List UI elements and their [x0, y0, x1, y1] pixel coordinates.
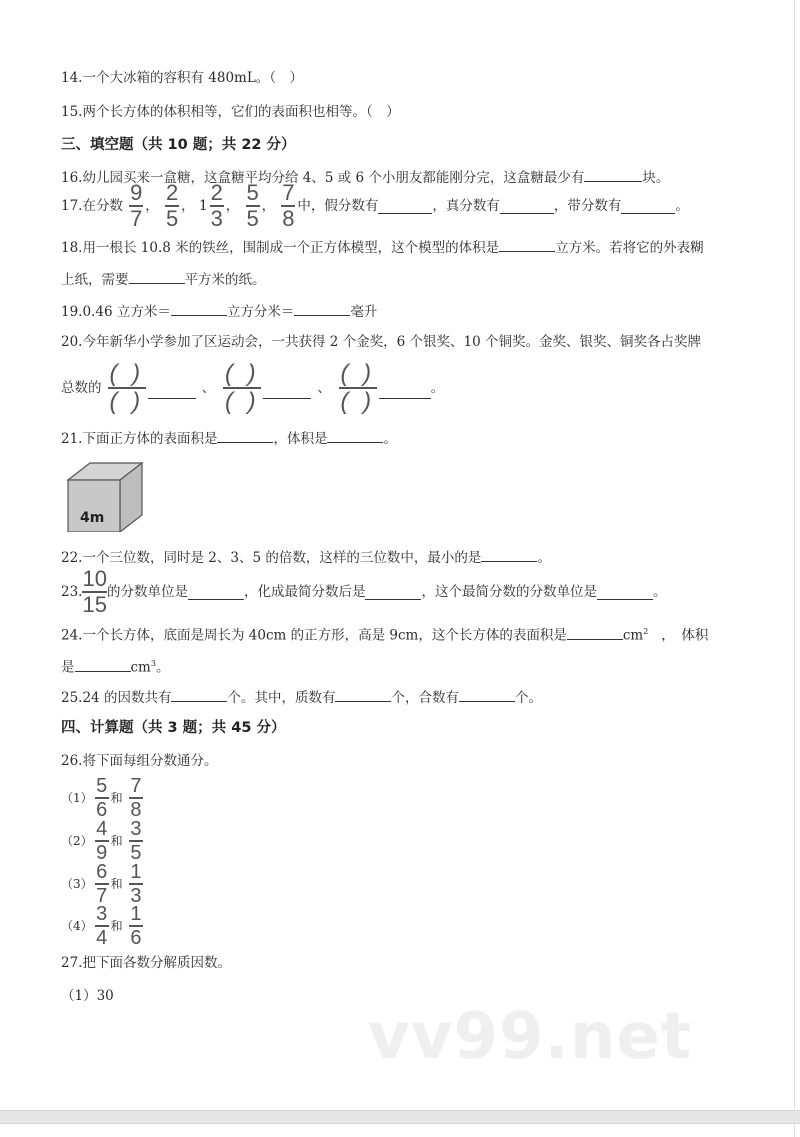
answer-blank[interactable] — [500, 199, 554, 214]
question-25: 25.24 的因数共有 个。其中，质数有 个，合数有 个。 — [61, 687, 542, 708]
question-15: 15.两个长方体的体积相等，它们的表面积也相等。（ ） — [61, 104, 400, 120]
fraction: $\frac{1}{3}$ — [130, 861, 142, 907]
fraction: $\frac{10}{15}$ — [82, 566, 107, 617]
question-26: 26.将下面每组分数通分。 — [61, 753, 218, 769]
fraction: $\frac{9}{7}$ — [130, 180, 143, 231]
empty-fraction[interactable]: ( ) ( ) — [109, 360, 145, 415]
section-heading-calculation: 四、计算题（共 3 题；共 45 分） — [61, 720, 286, 736]
question-27-item-1: （1）30 — [61, 988, 114, 1004]
question-18-line2: 上纸，需要 平方米的纸。 — [61, 269, 266, 290]
answer-blank[interactable] — [379, 384, 431, 399]
answer-blank[interactable] — [129, 269, 185, 284]
fraction: $\frac{7}{8}$ — [130, 775, 142, 821]
answer-blank[interactable] — [499, 237, 555, 252]
question-19: 19.0.46 立方米＝ 立方分米＝ 毫升 — [61, 301, 377, 322]
page-separator — [0, 1110, 800, 1124]
answer-blank[interactable] — [294, 301, 350, 316]
answer-blank[interactable] — [75, 657, 131, 672]
empty-fraction[interactable]: ( ) ( ) — [340, 360, 376, 415]
answer-blank[interactable] — [263, 384, 311, 399]
fraction: $\frac{4}{9}$ — [96, 818, 108, 864]
fraction: $\frac{2}{5}$ — [165, 180, 179, 231]
cube-edge-label: 4m — [80, 510, 105, 526]
answer-blank[interactable] — [365, 585, 421, 600]
next-page — [0, 1124, 795, 1137]
question-26-item-3: （3） $\frac{6}{7}$ 和 $\frac{1}{3}$ — [61, 861, 142, 907]
answer-blank[interactable] — [188, 585, 244, 600]
answer-blank[interactable] — [567, 625, 623, 640]
question-17: 17.在分数 $\frac{9}{7}$ ， $\frac{2}{5}$ ， 1 $\frac{2}{3}$ ， $\frac{5}{5}$ ， $\frac{7}{8}$ 中，假分数有 ，真分数有 ，带分数有 。 — [61, 180, 689, 231]
section-heading-fill-in: 三、填空题（共 10 题；共 22 分） — [61, 137, 296, 153]
question-27: 27.把下面各数分解质因数。 — [61, 955, 231, 971]
question-20-line1: 20.今年新华小学参加了区运动会，一共获得 2 个金奖，6 个银奖、10 个铜奖。金奖、银奖、铜奖各占奖牌 — [61, 334, 701, 350]
question-22: 22.一个三位数，同时是 2、3、5 的倍数，这样的三位数中，最小的是 。 — [61, 547, 551, 568]
answer-blank[interactable] — [597, 585, 653, 600]
fraction: $\frac{5}{6}$ — [96, 775, 108, 821]
answer-blank[interactable] — [327, 428, 383, 443]
answer-blank[interactable] — [621, 199, 675, 214]
answer-blank[interactable] — [171, 301, 227, 316]
question-20-line2: 总数的 ( ) ( ) 、 ( ) ( ) 、 ( ) ( ) 。 — [61, 360, 445, 415]
answer-blank[interactable] — [217, 428, 273, 443]
question-26-item-2: （2） $\frac{4}{9}$ 和 $\frac{3}{5}$ — [61, 818, 142, 864]
fraction: $\frac{7}{8}$ — [282, 180, 295, 231]
question-23: 23. $\frac{10}{15}$ 的分数单位是 ，化成最简分数后是 ，这个最简分数的分数单位是 。 — [61, 566, 667, 617]
answer-blank[interactable] — [584, 167, 642, 182]
answer-blank[interactable] — [148, 384, 196, 399]
question-24-line1: 24.一个长方体，底面是周长为 40cm 的正方形，高是 9cm，这个长方体的表面积是 $cm^2$ ， 体积 — [61, 622, 708, 646]
question-26-item-4: （4） $\frac{3}{4}$ 和 $\frac{1}{6}$ — [61, 903, 142, 949]
cube-figure — [66, 462, 146, 536]
fraction: $\frac{3}{4}$ — [96, 903, 108, 949]
answer-blank[interactable] — [481, 547, 537, 562]
question-21: 21.下面正方体的表面积是 ，体积是 。 — [61, 428, 397, 449]
fraction: $\frac{5}{5}$ — [246, 180, 259, 231]
answer-blank[interactable] — [335, 687, 391, 702]
question-16: 16.幼儿园买来一盒糖，这盒糖平均分给 4、5 或 6 个小朋友都能刚分完，这盒糖最少有 块。 — [61, 167, 669, 188]
fraction: $\frac{1}{6}$ — [130, 903, 142, 949]
answer-blank[interactable] — [171, 687, 227, 702]
question-26-item-1: （1） $\frac{5}{6}$ 和 $\frac{7}{8}$ — [61, 775, 142, 821]
empty-fraction[interactable]: ( ) ( ) — [224, 360, 260, 415]
question-24-line2: 是 $cm^3$。 — [61, 654, 169, 678]
question-18-line1: 18.用一根长 10.8 米的铁丝，围制成一个正方体模型，这个模型的体积是 立方米。若将它的外表糊 — [61, 237, 704, 258]
question-14: 14.一个大冰箱的容积有 480mL。（ ） — [61, 70, 304, 86]
answer-blank[interactable] — [378, 199, 432, 214]
mixed-fraction: $\frac{2}{3}$ — [210, 180, 223, 231]
answer-blank[interactable] — [459, 687, 515, 702]
watermark: vv99.net — [368, 1000, 693, 1074]
fraction: $\frac{3}{5}$ — [130, 818, 142, 864]
fraction: $\frac{6}{7}$ — [96, 861, 108, 907]
